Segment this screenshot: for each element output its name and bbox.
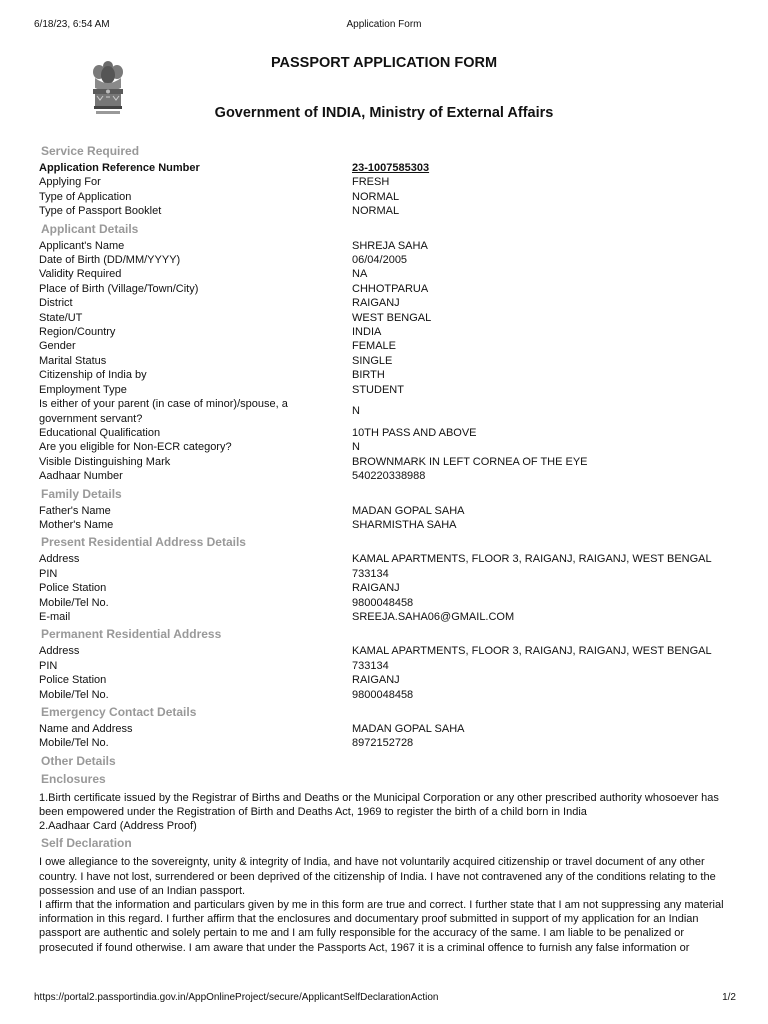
field-applying-for bbox=[39, 175, 739, 189]
field-permanent-mobile bbox=[39, 688, 739, 702]
field-label: Region/Country bbox=[39, 326, 116, 339]
field-label: Visible Distinguishing Mark bbox=[39, 455, 171, 468]
field-application-reference bbox=[39, 161, 739, 175]
section-heading-self-declaration: Self Declaration bbox=[41, 836, 132, 851]
field-mother-name bbox=[39, 518, 739, 532]
form-subtitle: Government of INDIA, Ministry of External Affairs bbox=[214, 105, 554, 121]
print-footer bbox=[0, 990, 768, 1006]
section-heading-service: Service Required bbox=[41, 144, 140, 158]
field-label: Address bbox=[39, 553, 80, 566]
field-value: SHREJA SAHA bbox=[352, 239, 428, 252]
field-label: Place of Birth (Village/Town/City) bbox=[39, 282, 199, 295]
field-value: 23-1007585303 bbox=[352, 162, 430, 174]
field-gender bbox=[39, 339, 739, 353]
field-label: Type of Passport Booklet bbox=[39, 205, 162, 218]
field-present-police-station bbox=[39, 581, 739, 595]
field-value: RAIGANJ bbox=[352, 297, 400, 310]
field-value: NORMAL bbox=[352, 190, 400, 203]
field-value: MADAN GOPAL SAHA bbox=[352, 723, 465, 735]
field-label: Gender bbox=[39, 340, 76, 353]
field-emergency-name bbox=[39, 722, 739, 736]
field-label: Validity Required bbox=[39, 268, 122, 281]
print-page-title: Application Form bbox=[346, 19, 422, 30]
field-label: Are you eligible for Non-ECR category? bbox=[39, 441, 232, 454]
field-region-country bbox=[39, 325, 739, 339]
field-label: Type of Application bbox=[39, 190, 132, 203]
field-emergency-mobile bbox=[39, 736, 739, 750]
print-page-number: 1/2 bbox=[722, 992, 736, 1003]
field-label: Police Station bbox=[39, 582, 107, 595]
field-passport-booklet bbox=[39, 204, 739, 218]
field-label: Police Station bbox=[39, 674, 107, 687]
field-district bbox=[39, 296, 739, 310]
field-value: 10TH PASS AND ABOVE bbox=[352, 426, 477, 439]
field-father-name bbox=[39, 504, 739, 518]
field-validity-required bbox=[39, 267, 739, 281]
field-label: E-mail bbox=[39, 610, 71, 623]
field-permanent-pin bbox=[39, 659, 739, 673]
field-label: Date of Birth (DD/MM/YYYY) bbox=[39, 254, 181, 267]
field-aadhaar-number bbox=[39, 469, 739, 483]
field-label: Address bbox=[39, 645, 80, 658]
field-label: Mobile/Tel No. bbox=[39, 596, 109, 609]
field-label: Mobile/Tel No. bbox=[39, 688, 109, 701]
field-value: FRESH bbox=[352, 176, 390, 189]
section-heading-present-address: Present Residential Address Details bbox=[41, 535, 246, 550]
field-employment-type bbox=[39, 383, 739, 397]
print-datetime: 6/18/23, 6:54 AM bbox=[34, 19, 110, 30]
field-label: PIN bbox=[39, 567, 58, 580]
field-label: Father's Name bbox=[39, 504, 111, 517]
field-date-of-birth bbox=[39, 253, 739, 267]
section-heading-permanent-address: Permanent Residential Address bbox=[41, 627, 222, 642]
field-value: 733134 bbox=[352, 567, 389, 580]
enclosure-item: 1.Birth certificate issued by the Registrar of Births and Deaths or the Municipal Corporation or any other prescribed authority whosoever has been empowered under the Registration of Birth and Deaths Act, 1969 to register the birth of a child born in India bbox=[39, 791, 719, 819]
field-present-email bbox=[39, 610, 739, 624]
field-value: SHARMISTHA SAHA bbox=[352, 518, 457, 531]
section-heading-family: Family Details bbox=[41, 486, 122, 501]
declaration-paragraph: I affirm that the information and particulars given by me in this form are true and correct. I further state that I am not suppressing any material information in this regard. I further affirm that the enclosures and documentary proof submitted in support of my application for an Indian passport are authentic and solely pertain to me and I am fully responsible for the accuracy of the same. I am liable to be penalized or prosecuted if found otherwise. I am aware that under the Passports Act, 1967 it is a criminal offence to furnish any false information or bbox=[39, 899, 724, 954]
field-value: RAIGANJ bbox=[352, 674, 400, 687]
field-citizenship bbox=[39, 368, 739, 382]
field-parent-government-servant bbox=[39, 397, 739, 426]
field-label: Educational Qualification bbox=[39, 426, 161, 439]
field-label: Applicant's Name bbox=[39, 239, 125, 252]
field-non-ecr bbox=[39, 440, 739, 454]
field-educational-qualification bbox=[39, 426, 739, 440]
field-value: KAMAL APARTMENTS, FLOOR 3, RAIGANJ, RAIGANJ, WEST BENGAL bbox=[352, 645, 712, 658]
form-title: PASSPORT APPLICATION FORM bbox=[270, 55, 498, 71]
section-heading-emergency: Emergency Contact Details bbox=[41, 705, 197, 719]
field-value: BROWNMARK IN LEFT CORNEA OF THE EYE bbox=[352, 455, 588, 468]
field-value: KAMAL APARTMENTS, FLOOR 3, RAIGANJ, RAIGANJ, WEST BENGAL bbox=[352, 553, 712, 566]
field-place-of-birth bbox=[39, 282, 739, 296]
field-present-address bbox=[39, 552, 739, 566]
field-value: FEMALE bbox=[352, 340, 397, 353]
field-present-pin bbox=[39, 567, 739, 581]
print-url: https://portal2.passportindia.gov.in/AppOnlineProject/secure/ApplicantSelfDeclarationAction bbox=[34, 992, 439, 1003]
field-state bbox=[39, 311, 739, 325]
field-label: Application Reference Number bbox=[39, 162, 200, 174]
field-value: 06/04/2005 bbox=[352, 254, 408, 267]
field-value: 733134 bbox=[352, 659, 389, 672]
form-content bbox=[39, 141, 739, 954]
field-label: Name and Address bbox=[39, 723, 133, 735]
field-label: Employment Type bbox=[39, 383, 127, 396]
field-type-of-application bbox=[39, 190, 739, 204]
field-value: CHHOTPARUA bbox=[352, 282, 429, 295]
field-value: N bbox=[352, 405, 360, 418]
field-permanent-address bbox=[39, 644, 739, 658]
enclosure-item: 2.Aadhaar Card (Address Proof) bbox=[39, 820, 197, 833]
field-permanent-police-station bbox=[39, 673, 739, 687]
field-value: BIRTH bbox=[352, 369, 385, 382]
field-label: PIN bbox=[39, 659, 58, 672]
field-label: Applying For bbox=[39, 176, 101, 189]
field-value: SREEJA.SAHA06@GMAIL.COM bbox=[352, 610, 515, 623]
field-value: 9800048458 bbox=[352, 688, 414, 701]
field-value: NA bbox=[352, 268, 368, 281]
field-applicant-name bbox=[39, 239, 739, 253]
field-label: State/UT bbox=[39, 311, 83, 324]
field-present-mobile bbox=[39, 596, 739, 610]
field-value: N bbox=[352, 441, 360, 454]
field-value: WEST BENGAL bbox=[352, 311, 432, 324]
field-value: STUDENT bbox=[352, 383, 404, 396]
field-value: MADAN GOPAL SAHA bbox=[352, 504, 465, 517]
field-distinguishing-mark bbox=[39, 455, 739, 469]
section-heading-applicant: Applicant Details bbox=[41, 221, 139, 236]
field-label: Citizenship of India by bbox=[39, 369, 147, 382]
section-heading-other: Other Details bbox=[41, 753, 116, 768]
field-label: Aadhaar Number bbox=[39, 470, 123, 483]
field-value: RAIGANJ bbox=[352, 582, 400, 595]
print-header bbox=[0, 17, 768, 33]
declaration-paragraph: I owe allegiance to the sovereignty, unity & integrity of India, and have not voluntarily acquired citizenship or travel document of any other country. I have not lost, surrendered or been deprived of the citizenship of India. I have not contravened any of the conditions relating to the possession and use of an Indian passport. bbox=[39, 856, 716, 897]
field-value: NORMAL bbox=[352, 205, 400, 218]
section-heading-enclosures: Enclosures bbox=[41, 771, 106, 786]
field-value: 9800048458 bbox=[352, 596, 414, 609]
field-value: 8972152728 bbox=[352, 737, 414, 750]
field-label: Mother's Name bbox=[39, 518, 114, 531]
field-label: District bbox=[39, 297, 73, 310]
field-value: INDIA bbox=[352, 326, 382, 339]
field-value: 540220338988 bbox=[352, 470, 426, 483]
field-label: Mobile/Tel No. bbox=[39, 737, 109, 750]
field-value: SINGLE bbox=[352, 354, 393, 367]
field-label: Marital Status bbox=[39, 354, 107, 367]
field-label: Is either of your parent (in case of minor)/spouse, a government servant? bbox=[39, 398, 288, 425]
field-marital-status bbox=[39, 354, 739, 368]
